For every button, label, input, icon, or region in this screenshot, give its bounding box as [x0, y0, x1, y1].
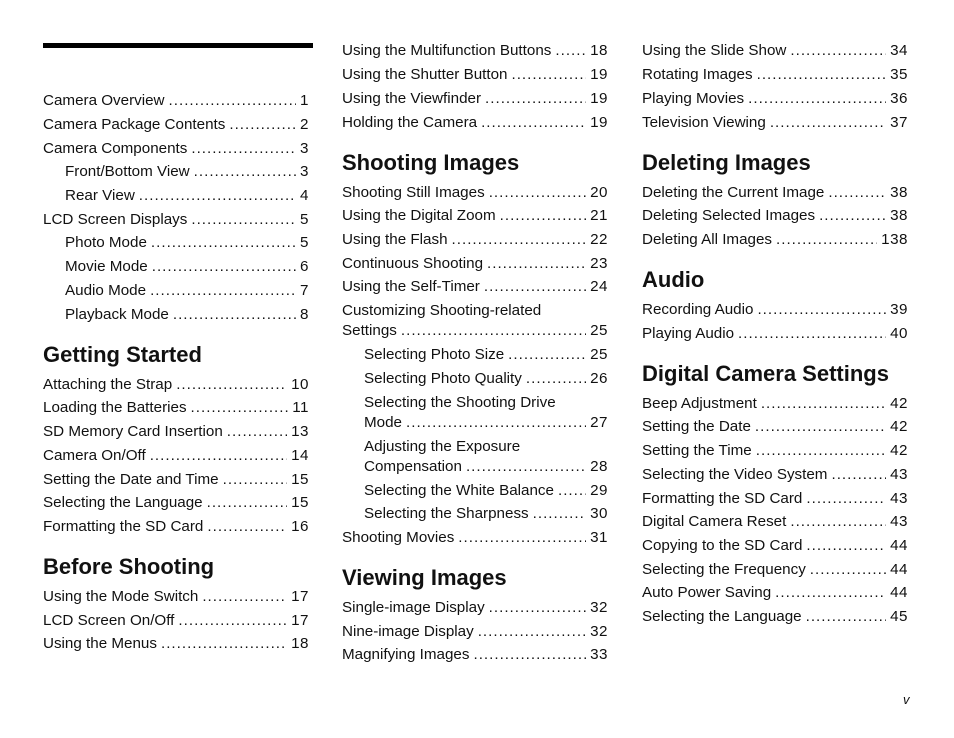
dot-leader	[194, 162, 296, 182]
toc-entry[interactable]: Single-image Display ..... 32	[342, 598, 608, 618]
dot-leader	[406, 413, 586, 433]
dot-leader	[761, 394, 886, 414]
dot-leader	[452, 230, 587, 250]
toc-entry[interactable]: Digital Camera Reset ..... 43	[642, 512, 908, 532]
toc-entry[interactable]: Setting the Date ..... 42	[642, 417, 908, 437]
toc-subentry[interactable]: Photo Mode ..... 5	[65, 233, 309, 253]
toc-entry[interactable]: Deleting Selected Images ..... 38	[642, 206, 908, 226]
toc-entry[interactable]: Using the Menus ..... 18	[43, 634, 309, 654]
dot-leader	[161, 634, 287, 654]
toc-entry[interactable]: Settings ..... 25	[342, 321, 608, 341]
toc-entry[interactable]: Camera On/Off ..... 14	[43, 446, 309, 466]
dot-leader	[478, 622, 586, 642]
toc-entry[interactable]: Using the Slide Show ..... 34	[642, 41, 908, 61]
dot-leader	[770, 113, 886, 133]
toc-entry[interactable]: Camera Components ..... 3	[43, 139, 309, 159]
section-heading: Audio	[642, 267, 705, 292]
toc-entry[interactable]: Using the Flash ..... 22	[342, 230, 608, 250]
dot-leader	[806, 536, 886, 556]
dot-leader	[150, 281, 296, 301]
section-heading: Before Shooting	[43, 554, 215, 579]
dot-leader	[466, 457, 586, 477]
dot-leader	[831, 465, 886, 485]
section-heading: Digital Camera Settings	[642, 361, 889, 386]
dot-leader	[489, 183, 586, 203]
dot-leader	[757, 65, 887, 85]
dot-leader	[487, 254, 586, 274]
dot-leader	[152, 257, 296, 277]
toc-entry[interactable]: Playing Movies ..... 36	[642, 89, 908, 109]
toc-entry[interactable]: Continuous Shooting ..... 23	[342, 254, 608, 274]
toc-entry[interactable]: Shooting Movies ..... 31	[342, 528, 608, 548]
dot-leader	[806, 489, 886, 509]
dot-leader	[223, 470, 287, 490]
dot-leader	[755, 417, 886, 437]
dot-leader	[508, 345, 586, 365]
toc-entry[interactable]: Using the Shutter Button ..... 19	[342, 65, 608, 85]
toc-entry[interactable]: Deleting the Current Image ..... 38	[642, 183, 908, 203]
toc-subentry[interactable]: Mode ..... 27	[364, 413, 608, 433]
toc-subentry[interactable]: Selecting the Sharpness ..... 30	[364, 504, 608, 524]
dot-leader	[526, 369, 586, 389]
dot-leader	[738, 324, 886, 344]
dot-leader	[484, 277, 586, 297]
toc-entry[interactable]: Auto Power Saving ..... 44	[642, 583, 908, 603]
toc-entry[interactable]: Using the Viewfinder ..... 19	[342, 89, 608, 109]
toc-entry[interactable]: Using the Self-Timer ..... 24	[342, 277, 608, 297]
section-heading: Shooting Images	[342, 150, 520, 175]
toc-entry[interactable]: Rotating Images ..... 35	[642, 65, 908, 85]
toc-subentry-line1[interactable]: Adjusting the Exposure	[364, 438, 521, 455]
dot-leader	[150, 446, 287, 466]
toc-entry[interactable]: Playing Audio ..... 40	[642, 324, 908, 344]
dot-leader	[790, 41, 886, 61]
toc-entry[interactable]: Copying to the SD Card ..... 44	[642, 536, 908, 556]
toc-subentry[interactable]: Playback Mode ..... 8	[65, 305, 309, 325]
toc-entry[interactable]: Deleting All Images ..... 138	[642, 230, 908, 250]
section-heading: Getting Started	[43, 342, 202, 367]
dot-leader	[511, 65, 586, 85]
toc-entry[interactable]: Shooting Still Images ..... 20	[342, 183, 608, 203]
dot-leader	[473, 645, 586, 665]
toc-entry[interactable]: Selecting the Video System ..... 43	[642, 465, 908, 485]
dot-leader	[229, 115, 296, 135]
dot-leader	[533, 504, 586, 524]
dot-leader	[790, 512, 886, 532]
section-heading: Viewing Images	[342, 565, 507, 590]
toc-entry[interactable]: Setting the Time ..... 42	[642, 441, 908, 461]
toc-entry[interactable]: Setting the Date and Time ..... 15	[43, 470, 309, 490]
toc-entry[interactable]: Selecting the Language ..... 15	[43, 493, 309, 513]
dot-leader	[481, 113, 586, 133]
dot-leader	[806, 607, 886, 627]
toc-subentry[interactable]: Compensation ..... 28	[364, 457, 608, 477]
toc-entry[interactable]: Formatting the SD Card ..... 16	[43, 517, 309, 537]
top-rule	[43, 43, 313, 48]
toc-entry[interactable]: Camera Package Contents ..... 2	[43, 115, 309, 135]
dot-leader	[169, 91, 297, 111]
toc-entry-line1[interactable]: Customizing Shooting-related	[342, 302, 542, 319]
toc-entry[interactable]: Recording Audio ..... 39	[642, 300, 908, 320]
dot-leader	[207, 517, 287, 537]
toc-entry[interactable]: Attaching the Strap ..... 10	[43, 375, 309, 395]
page-number: v	[903, 692, 910, 707]
toc-entry[interactable]: Camera Overview ..... 1	[43, 91, 309, 111]
dot-leader	[139, 186, 296, 206]
dot-leader	[191, 210, 296, 230]
toc-entry[interactable]: Using the Digital Zoom ..... 21	[342, 206, 608, 226]
toc-entry[interactable]: Holding the Camera ..... 19	[342, 113, 608, 133]
dot-leader	[757, 300, 886, 320]
dot-leader	[151, 233, 296, 253]
dot-leader	[776, 230, 877, 250]
dot-leader	[810, 560, 886, 580]
dot-leader	[178, 611, 287, 631]
dot-leader	[828, 183, 886, 203]
dot-leader	[176, 375, 287, 395]
dot-leader	[756, 441, 886, 461]
toc-subentry[interactable]: Rear View ..... 4	[65, 186, 309, 206]
dot-leader	[819, 206, 886, 226]
dot-leader	[191, 398, 289, 418]
toc-entry[interactable]: Magnifying Images ..... 33	[342, 645, 608, 665]
toc-subentry[interactable]: Front/Bottom View ..... 3	[65, 162, 309, 182]
toc-entry[interactable]: Loading the Batteries ..... 11	[43, 398, 309, 418]
dot-leader	[173, 305, 296, 325]
dot-leader	[207, 493, 287, 513]
toc-subentry[interactable]: Selecting the White Balance ..... 29	[364, 481, 608, 501]
dot-leader	[775, 583, 886, 603]
toc-entry[interactable]: Using the Multifunction Buttons ..... 18	[342, 41, 608, 61]
dot-leader	[485, 89, 586, 109]
toc-subentry[interactable]: Movie Mode ..... 6	[65, 257, 309, 277]
dot-leader	[227, 422, 287, 442]
dot-leader	[555, 41, 586, 61]
dot-leader	[202, 587, 287, 607]
toc-entry[interactable]: Selecting the Frequency ..... 44	[642, 560, 908, 580]
toc-entry[interactable]: LCD Screen On/Off ..... 17	[43, 611, 309, 631]
toc-entry[interactable]: Nine-image Display ..... 32	[342, 622, 608, 642]
toc-entry[interactable]: SD Memory Card Insertion ..... 13	[43, 422, 309, 442]
toc-entry[interactable]: Beep Adjustment ..... 42	[642, 394, 908, 414]
dot-leader	[558, 481, 586, 501]
toc-entry[interactable]: Television Viewing ..... 37	[642, 113, 908, 133]
dot-leader	[500, 206, 586, 226]
toc-entry[interactable]: Using the Mode Switch ..... 17	[43, 587, 309, 607]
section-heading: Deleting Images	[642, 150, 811, 175]
toc-entry[interactable]: Selecting the Language ..... 45	[642, 607, 908, 627]
dot-leader	[458, 528, 586, 548]
toc-entry[interactable]: LCD Screen Displays ..... 5	[43, 210, 309, 230]
toc-subentry-line1[interactable]: Selecting the Shooting Drive	[364, 394, 556, 411]
dot-leader	[191, 139, 296, 159]
toc-entry[interactable]: Formatting the SD Card ..... 43	[642, 489, 908, 509]
dot-leader	[489, 598, 586, 618]
toc-subentry[interactable]: Audio Mode ..... 7	[65, 281, 309, 301]
dot-leader	[748, 89, 886, 109]
toc-subentry[interactable]: Selecting Photo Quality ..... 26	[364, 369, 608, 389]
dot-leader	[401, 321, 586, 341]
toc-subentry[interactable]: Selecting Photo Size ..... 25	[364, 345, 608, 365]
